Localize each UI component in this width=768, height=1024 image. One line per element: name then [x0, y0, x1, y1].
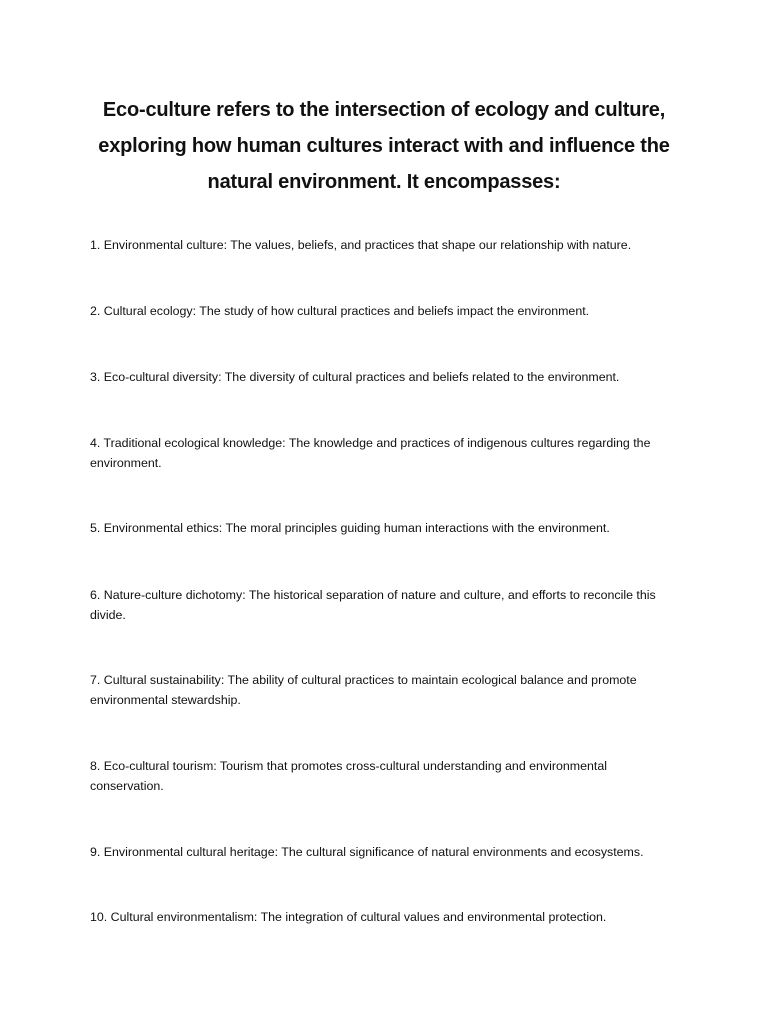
list-item-3: 3. Eco-cultural diversity: The diversity of cultural practices and beliefs related to the environment.	[90, 370, 620, 384]
list-item-8: 8. Eco-cultural tourism: Tourism that promotes cross-cultural understanding and environmental conservation.	[90, 759, 607, 793]
document-heading: Eco-culture refers to the intersection of ecology and culture, exploring how human cultures interact with and influence the natural environment. It encompasses:	[98, 99, 670, 193]
list-item-2: 2. Cultural ecology: The study of how cultural practices and beliefs impact the environment.	[90, 304, 590, 318]
list-item-1: 1. Environmental culture: The values, beliefs, and practices that shape our relationship with nature.	[90, 238, 632, 252]
list-item-7: 7. Cultural sustainability: The ability of cultural practices to maintain ecological balance and promote environmental stewardship.	[90, 673, 637, 707]
list-item-9: 9. Environmental cultural heritage: The cultural significance of natural environments and ecosystems.	[90, 845, 644, 859]
list-item-4: 4. Traditional ecological knowledge: The knowledge and practices of indigenous cultures regarding the environment.	[90, 436, 651, 470]
list-item-10: 10. Cultural environmentalism: The integration of cultural values and environmental protection.	[90, 910, 607, 924]
list-item-5: 5. Environmental ethics: The moral principles guiding human interactions with the environment.	[90, 521, 610, 535]
list-item-6: 6. Nature-culture dichotomy: The historical separation of nature and culture, and efforts to reconcile this divide.	[90, 588, 656, 622]
